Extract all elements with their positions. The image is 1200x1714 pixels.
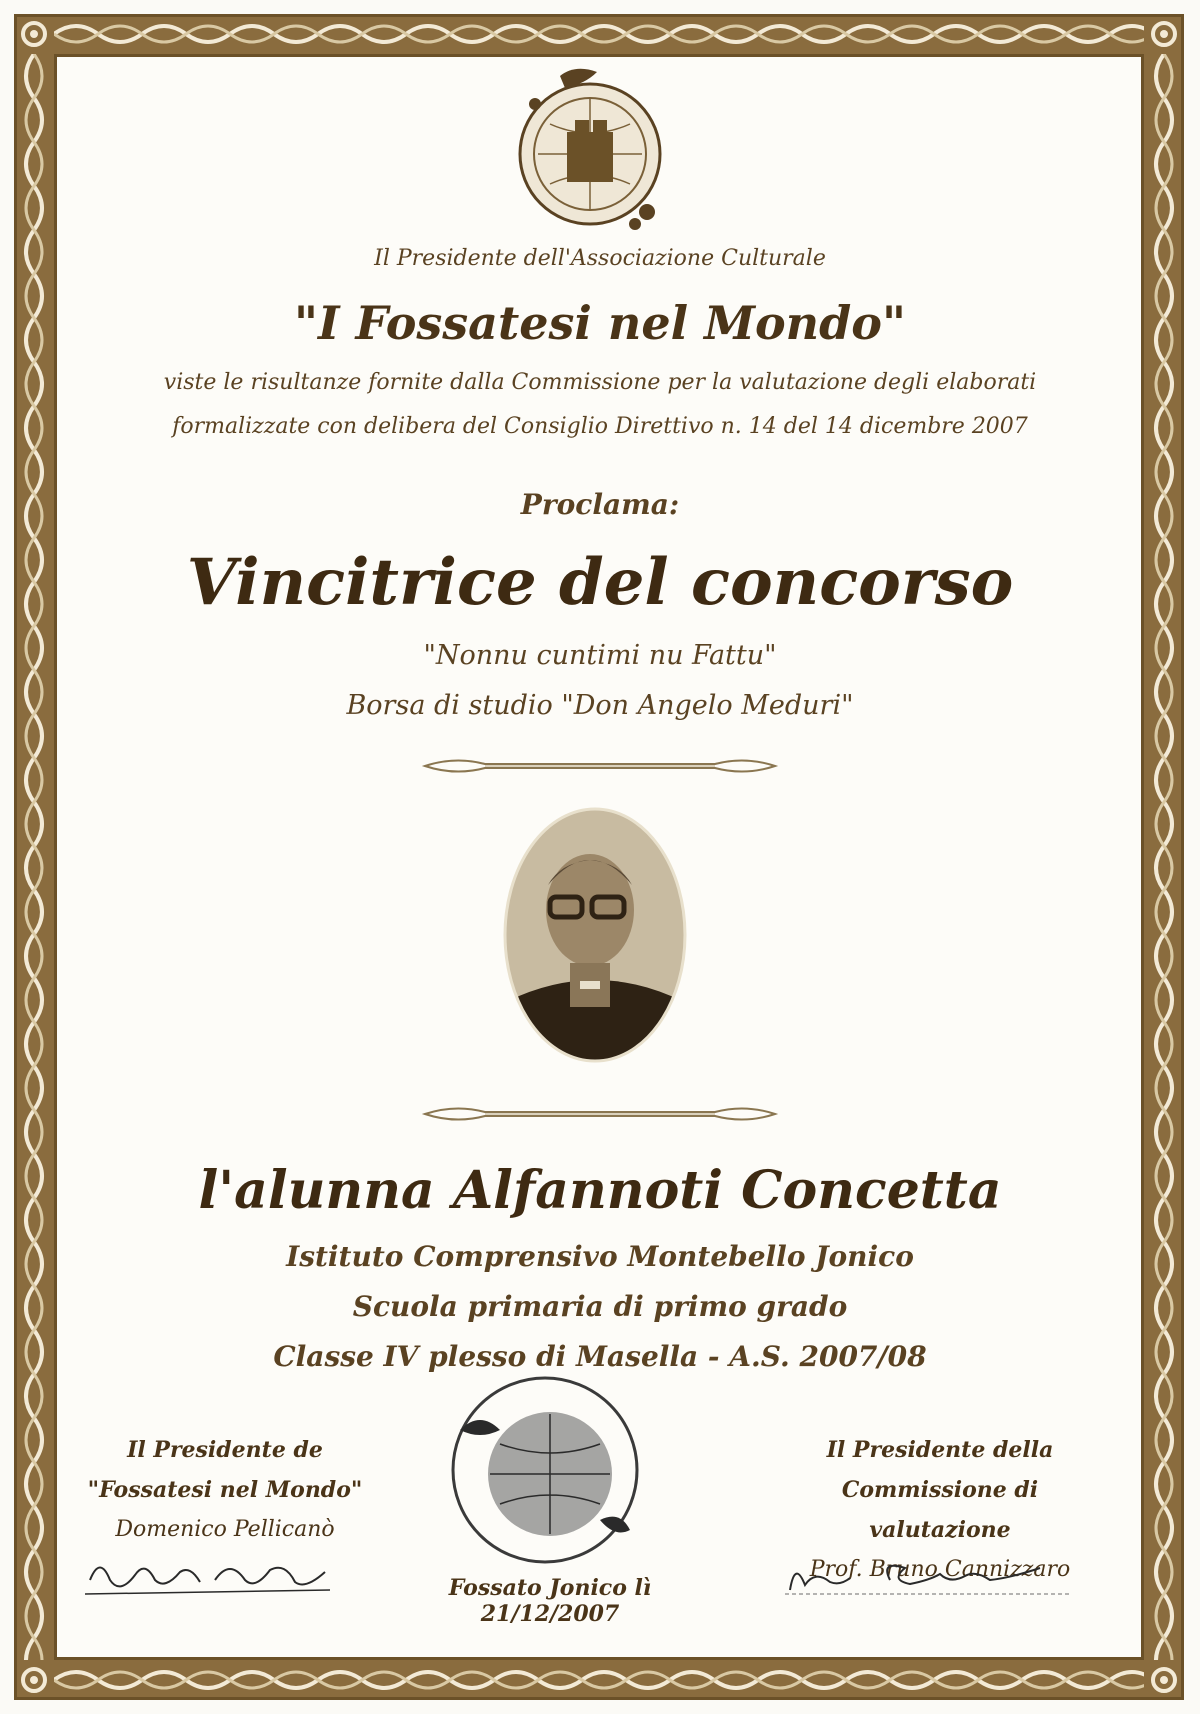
handwritten-signature-left [80,1550,340,1600]
right-role-line-1: Il Presidente della [826,1437,1054,1463]
border-twist-left [22,54,46,1660]
scholarship-name: Borsa di studio "Don Angelo Meduri" [346,690,854,721]
intro-line: Il Presidente dell'Associazione Culturale [374,246,826,271]
school-line-1: Istituto Comprensivo Montebello Jonico [286,1240,914,1273]
border-twist-bottom [54,1668,1144,1692]
left-role-line-2: "Fossatesi nel Mondo" [87,1477,363,1503]
certificate-title: Vincitrice del concorso [186,545,1014,620]
signature-block-left [70,1430,380,1550]
right-signer-name: Prof. Bruno Cannizzaro [809,1557,1071,1582]
border-twist-right [1152,54,1176,1660]
border-twist-top [54,22,1144,46]
association-stamp-icon [420,1370,670,1570]
school-line-2: Scuola primaria di primo grado [352,1290,848,1323]
divider-ornament-icon [415,1100,785,1128]
right-role-line-2: Commissione di valutazione [841,1477,1039,1543]
corner-ornament-icon [18,1664,50,1696]
proclama-label: Proclama: [520,488,680,521]
body-line-1: viste le risultanze fornite dalla Commissione per la valutazione degli elaborati [163,370,1037,395]
left-signer-name: Domenico Pellicanò [115,1517,335,1542]
association-logo-icon [505,62,675,238]
left-role-line-1: Il Presidente de [127,1437,323,1463]
recipient-name: l'alunna Alfannoti Concetta [198,1160,1002,1221]
corner-ornament-icon [1148,1664,1180,1696]
corner-ornament-icon [1148,18,1180,50]
school-line-3: Classe IV plesso di Masella - A.S. 2007/08 [273,1340,927,1373]
portrait-photo [500,805,690,1065]
contest-name: "Nonnu cuntimi nu Fattu" [423,640,777,671]
corner-ornament-icon [18,18,50,50]
divider-ornament-icon [415,752,785,780]
association-name: "I Fossatesi nel Mondo" [294,296,906,350]
handwritten-signature-right [780,1550,1080,1600]
body-line-2: formalizzate con delibera del Consiglio Direttivo n. 14 del 14 dicembre 2007 [172,414,1028,439]
place-date: Fossato Jonico lì 21/12/2007 [448,1575,652,1627]
